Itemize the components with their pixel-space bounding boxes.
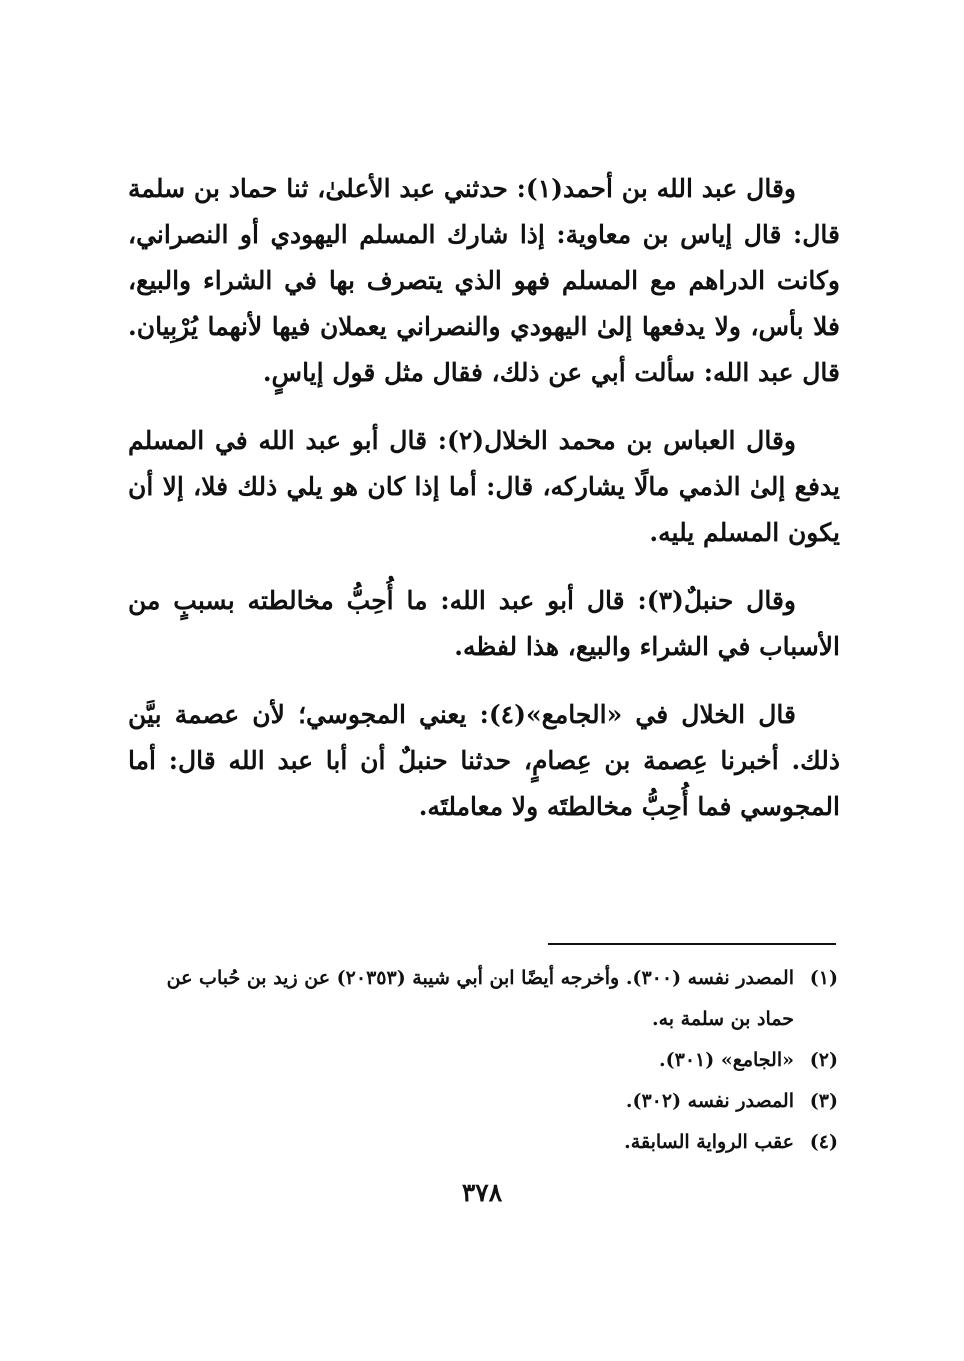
- paragraph-1: وقال عبد الله بن أحمد(١): حدثني عبد الأعلىٰ، ثنا حماد بن سلمة قال: قال إياس بن معاوية: إذا شارك المسلم اليهودي أو النصراني، وكانت الدراهم مع المسلم فهو الذي يتصرف بها في الشراء والبيع، فلا بأس، ولا يدفعها إلىٰ اليهودي والنصراني يعملان فيها لأنهما يُرْبِيان. قال عبد الله: سألت أبي عن ذلك، فقال مثل قول إياسٍ.: [128, 174, 841, 387]
- main-text-body: [128, 166, 840, 852]
- footnote-text: «الجامع» (٣٠١).: [659, 1049, 794, 1071]
- footnote-number: (١): [809, 967, 838, 989]
- footnote-number: (٣): [809, 1090, 838, 1112]
- footnote-number: (٢): [809, 1049, 838, 1071]
- paragraph-2: وقال العباس بن محمد الخلال(٢): قال أبو عبد الله في المسلم يدفع إلىٰ الذمي مالًا يشاركه، قال: أما إذا كان هو يلي ذلك فلا، إلا أن يكون المسلم يليه.: [128, 426, 840, 547]
- footnote-4: [124, 1122, 838, 1163]
- footnote-divider: [548, 943, 836, 945]
- paragraph-4: قال الخلال في «الجامع»(٤): يعني المجوسي؛ لأن عصمة بيَّن ذلك. أخبرنا عِصمة بن عِصامٍ، حدثنا حنبلٌ أن أبا عبد الله قال: أما المجوسي فما أُحِبُّ مخالطتَه ولا معاملتَه.: [128, 700, 840, 821]
- footnote-1: [124, 958, 838, 1040]
- footnote-3: [124, 1081, 838, 1122]
- footnote-text: المصدر نفسه (٣٠٠). وأخرجه أيضًا ابن أبي شيبة (٢٠٣٥٣) عن زيد بن حُباب عن حماد بن سلمة به.: [166, 967, 794, 1030]
- paragraph-3: وقال حنبلٌ(٣): قال أبو عبد الله: ما أُحِبُّ مخالطته بسببٍ من الأسباب في الشراء والبيع، هذا لفظه.: [128, 586, 840, 661]
- footnotes-section: [124, 958, 838, 1163]
- footnote-text: عقب الرواية السابقة.: [624, 1131, 794, 1153]
- footnote-number: (٤): [809, 1131, 838, 1153]
- page-number: ٣٧٨: [461, 1178, 503, 1207]
- footnote-text: المصدر نفسه (٣٠٢).: [625, 1090, 794, 1112]
- footnote-2: [124, 1040, 838, 1081]
